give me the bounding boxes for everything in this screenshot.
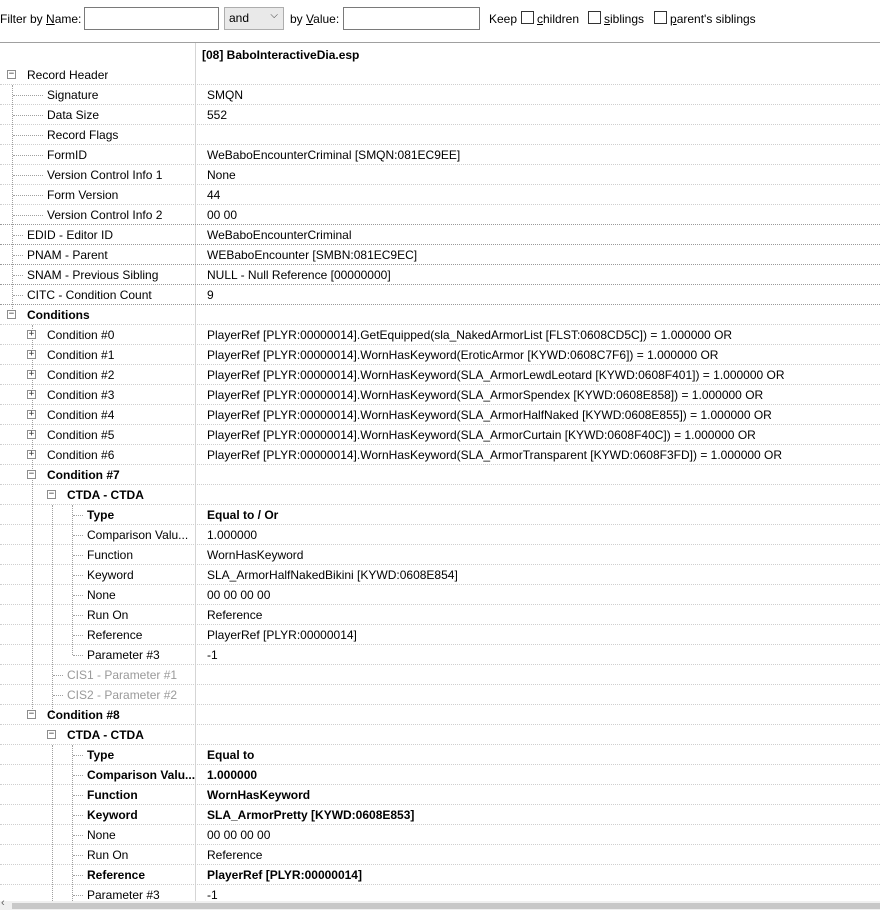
keep-children-checkbox[interactable] [521,11,534,24]
tree-label: EDID - Editor ID [27,228,114,242]
tree-value: None [207,168,236,182]
horizontal-scrollbar[interactable] [0,897,880,910]
filter-operator-select[interactable] [224,7,284,30]
keep-parents-siblings-label[interactable]: parent's siblings [670,12,756,26]
tree-row-snam[interactable] [0,265,880,285]
tree-value: Equal to [207,748,255,762]
tree-row-ctda-none[interactable] [0,825,880,845]
expand-icon[interactable]: + [28,329,35,339]
tree-row-version-control-2[interactable] [0,205,880,225]
filter-by-value-label: by Value: [290,12,340,26]
chevron-down-icon: ⌵ [270,10,278,21]
collapse-icon[interactable]: − [8,69,15,79]
tree-row-ctda-comparison-value[interactable] [0,765,880,785]
tree-label: FormID [47,148,87,162]
filter-by-name-label: Filter by Name: [0,12,82,26]
collapse-icon[interactable]: − [8,309,15,319]
tree-row-pnam[interactable] [0,245,880,265]
collapse-icon[interactable]: − [48,729,55,739]
tree-row-condition-6[interactable] [0,445,880,465]
tree-label: SNAM - Previous Sibling [27,268,159,282]
tree-row-cis1[interactable] [0,665,880,685]
tree-label: Parameter #3 [87,888,160,901]
tree-label: Comparison Valu... [87,768,196,782]
file-header-title: [08] BaboInteractiveDia.esp [202,48,360,62]
tree-value: PlayerRef [PLYR:00000014].WornHasKeyword(SLA_ArmorCurtain [KYWD:0608F40C]) = 1.000000 OR [207,428,756,442]
tree-label: Keyword [87,568,134,582]
filter-name-input[interactable] [84,7,219,30]
tree-value: PlayerRef [PLYR:00000014].WornHasKeyword(SLA_ArmorHalfNaked [KYWD:0608E855]) = 1.000000 OR [207,408,772,422]
tree-value: Reference [207,848,263,862]
tree-row-ctda-function[interactable] [0,785,880,805]
tree-label: Comparison Valu... [87,528,189,542]
tree-row-formid[interactable] [0,145,880,165]
tree-row-citc[interactable] [0,285,880,305]
tree-label: Condition #3 [47,388,115,402]
tree-row-cis2[interactable] [0,685,880,705]
tree-row-signature[interactable] [0,85,880,105]
filter-value-input[interactable] [343,7,480,30]
tree-row-condition-5[interactable] [0,425,880,445]
tree-row-record-header[interactable] [0,65,880,85]
tree-row-condition-0[interactable] [0,325,880,345]
tree-label: PNAM - Parent [27,248,108,262]
tree-label: Condition #2 [47,368,115,382]
tree-value: SMQN [207,88,243,102]
tree-row-ctda[interactable] [0,725,880,745]
tree-value: -1 [207,648,218,662]
tree-label: Function [87,788,138,802]
filter-bar [0,0,880,43]
tree-label: None [87,588,116,602]
tree-value: Reference [207,608,263,622]
tree-row-data-size[interactable] [0,105,880,125]
tree-row-condition-1[interactable] [0,345,880,365]
collapse-icon[interactable]: − [28,469,35,479]
tree-label: Form Version [47,188,119,202]
tree-label: Condition #4 [47,408,115,422]
tree-row-condition-4[interactable] [0,405,880,425]
tree-label: Reference [87,628,143,642]
tree-row-ctda-keyword[interactable] [0,565,880,585]
tree-label: Run On [87,608,129,622]
keep-children-label[interactable]: children [537,12,580,26]
tree-label: CITC - Condition Count [27,288,152,302]
tree-row-conditions[interactable] [0,305,880,325]
tree-value: WeBaboEncounterCriminal [SMQN:081EC9EE] [207,148,461,162]
tree-row-ctda-reference[interactable] [0,865,880,885]
file-header-row [0,43,880,67]
tree-value: WornHasKeyword [207,548,304,562]
tree-row-ctda-type[interactable] [0,745,880,765]
tree-value: 00 00 [207,208,238,222]
filter-operator-value: and [229,11,250,25]
tree-label: Condition #0 [47,328,115,342]
tree-label: Keyword [87,808,138,822]
tree-row-ctda-comparison-value[interactable] [0,525,880,545]
tree-row-condition-3[interactable] [0,385,880,405]
tree-label: Conditions [27,308,90,322]
tree-label: CIS1 - Parameter #1 [67,668,178,682]
tree-label: Version Control Info 2 [47,208,163,222]
tree-label: Run On [87,848,129,862]
keep-parents-siblings-checkbox[interactable] [654,11,667,24]
collapse-icon[interactable]: − [48,489,55,499]
tree-value: PlayerRef [PLYR:00000014].WornHasKeyword(SLA_ArmorLewdLeotard [KYWD:0608F401]) = 1.000000 OR [207,368,785,382]
tree-value: 00 00 00 00 [207,588,271,602]
tree-label: Condition #5 [47,428,115,442]
expand-icon[interactable]: + [28,429,35,439]
tree-label: Version Control Info 1 [47,168,163,182]
tree-label: Condition #6 [47,448,115,462]
tree-value: 1.000000 [207,528,258,542]
tree-row-ctda-reference[interactable] [0,625,880,645]
tree-value: 9 [207,288,214,302]
tree-row-record-flags[interactable] [0,125,880,145]
tree-label: Record Flags [47,128,119,142]
collapse-icon[interactable]: − [28,709,35,719]
record-tree-grid[interactable] [0,43,880,901]
tree-row-form-version[interactable] [0,185,880,205]
tree-value: SLA_ArmorPretty [KYWD:0608E853] [207,808,415,822]
expand-icon[interactable]: + [28,369,35,379]
tree-value: SLA_ArmorHalfNakedBikini [KYWD:0608E854] [207,568,458,582]
tree-value: -1 [207,888,218,901]
tree-value: PlayerRef [PLYR:00000014] [207,868,362,882]
tree-value: 1.000000 [207,768,258,782]
tree-row-ctda-function[interactable] [0,545,880,565]
expand-icon[interactable]: + [28,409,35,419]
tree-value: WeBaboEncounterCriminal [207,228,352,242]
tree-value: NULL - Null Reference [00000000] [207,268,391,282]
keep-siblings-label[interactable]: siblings [604,12,645,26]
tree-label: CTDA - CTDA [67,728,144,742]
tree-label: Parameter #3 [87,648,160,662]
scroll-left-arrow-icon[interactable]: ‹ [1,897,5,909]
tree-row-ctda-run-on[interactable] [0,605,880,625]
tree-label: CTDA - CTDA [67,488,144,502]
tree-row-version-control-1[interactable] [0,165,880,185]
tree-label: Function [87,548,134,562]
tree-value: PlayerRef [PLYR:00000014].WornHasKeyword(EroticArmor [KYWD:0608C7F6]) = 1.000000 OR [207,348,719,362]
tree-value: 00 00 00 00 [207,828,271,842]
tree-label: None [87,828,116,842]
tree-label: Reference [87,868,146,882]
tree-row-ctda-none[interactable] [0,585,880,605]
tree-value: Equal to / Or [207,508,279,522]
tree-label: Condition #8 [47,708,120,722]
tree-row-edid[interactable] [0,225,880,245]
keep-label: Keep [489,12,518,26]
tree-label: Condition #1 [47,348,115,362]
expand-icon[interactable]: + [28,389,35,399]
tree-row-ctda-parameter-3[interactable] [0,885,880,901]
tree-label: Type [87,508,115,522]
tree-value: WornHasKeyword [207,788,311,802]
expand-icon[interactable]: + [28,349,35,359]
tree-row-ctda-run-on[interactable] [0,845,880,865]
tree-label: Record Header [27,68,109,82]
tree-value: PlayerRef [PLYR:00000014].WornHasKeyword(SLA_ArmorTransparent [KYWD:0608F3FD]) = 1.000000 OR [207,448,783,462]
expand-icon[interactable]: + [28,449,35,459]
tree-value: PlayerRef [PLYR:00000014].GetEquipped(sla_NakedArmorList [FLST:0608CD5C]) = 1.000000 OR [207,328,733,342]
tree-row-condition-8[interactable] [0,705,880,725]
tree-row-ctda-parameter-3[interactable] [0,645,880,665]
tree-row-condition-7[interactable] [0,465,880,485]
tree-row-ctda[interactable] [0,485,880,505]
tree-value: 44 [207,188,221,202]
tree-value: PlayerRef [PLYR:00000014] [207,628,357,642]
scrollbar-thumb[interactable] [12,903,880,909]
tree-label: Condition #7 [47,468,120,482]
tree-value: PlayerRef [PLYR:00000014].WornHasKeyword(SLA_ArmorSpendex [KYWD:0608E858]) = 1.000000 OR [207,388,764,402]
tree-row-ctda-keyword[interactable] [0,805,880,825]
tree-label: Signature [47,88,99,102]
keep-siblings-checkbox[interactable] [588,11,601,24]
tree-value: 552 [207,108,228,122]
tree-row-ctda-type[interactable] [0,505,880,525]
tree-value: WEBaboEncounter [SMBN:081EC9EC] [207,248,418,262]
tree-label: Data Size [47,108,100,122]
tree-row-condition-2[interactable] [0,365,880,385]
tree-label: Type [87,748,115,762]
tree-label: CIS2 - Parameter #2 [67,688,178,702]
